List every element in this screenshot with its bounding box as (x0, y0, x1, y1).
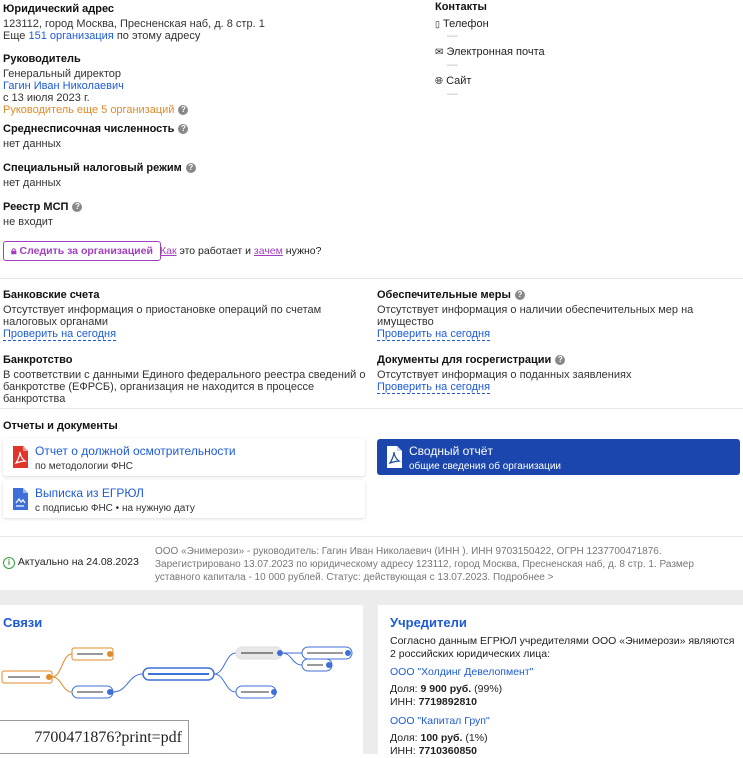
info-icon: i (3, 557, 15, 569)
msp-value: не входит (3, 216, 53, 228)
summary-report-card[interactable] (377, 439, 740, 475)
summary-report-sub: общие сведения об организации (409, 461, 562, 472)
founder-item (390, 715, 490, 758)
founder-name-link[interactable]: ООО "Холдинг Девелопмент" (390, 666, 534, 678)
security-measures-section (377, 289, 737, 340)
head-section (3, 53, 188, 116)
registration-docs-section (377, 354, 737, 393)
divider (0, 278, 743, 279)
due-diligence-sub: по методологии ФНС (35, 461, 133, 472)
email-value: — (447, 59, 458, 71)
help-icon[interactable]: ? (515, 290, 525, 300)
founders-title: Учредители (390, 615, 467, 630)
actual-date-label: Актуально на 24.08.2023 (17, 556, 139, 568)
divider (0, 408, 743, 409)
divider (0, 536, 743, 537)
msp-section (3, 201, 82, 228)
founder-percent: (99%) (474, 683, 503, 695)
follow-button-label: Следить за организацией (19, 245, 153, 257)
founder-inn: 7710360850 (418, 745, 477, 757)
company-summary-text (155, 545, 740, 584)
globe-icon: 🌐︎ (435, 76, 443, 87)
egrul-extract-card[interactable] (3, 480, 365, 518)
why-link[interactable]: зачем (253, 245, 283, 257)
head-name-link[interactable]: Гагин Иван Николаевич (3, 80, 124, 92)
site-label: Сайт (446, 75, 472, 87)
headcount-value: нет данных (3, 138, 62, 150)
signed-document-icon (11, 487, 29, 511)
url-tooltip: 7700471876?print=pdf (0, 720, 189, 754)
founder-percent: (1%) (465, 732, 488, 744)
links-graph (0, 640, 363, 710)
follow-help-line (160, 245, 321, 257)
egrul-title: Выписка из ЕГРЮЛ (35, 486, 144, 500)
help-icon[interactable]: ? (186, 163, 196, 173)
head-since: с 13 июля 2023 г. (3, 92, 90, 104)
reports-title: Отчеты и документы (3, 420, 118, 432)
bankruptcy-section (3, 354, 368, 405)
security-check-link[interactable]: Проверить на сегодня (377, 328, 491, 340)
bankruptcy-title: Банкротство (3, 354, 73, 366)
help-icon[interactable]: ? (555, 355, 565, 365)
legal-address-value: 123112, город Москва, Пресненская наб, д. 8 стр. 1 (3, 18, 265, 30)
founder-name-link[interactable]: ООО "Капитал Груп" (390, 715, 490, 727)
head-other-orgs-link[interactable]: Руководитель еще 5 организаций (3, 104, 175, 116)
security-measures-text: Отсутствует информация о наличии обеспечительных мер на имущество (377, 304, 694, 328)
founder-share: 9 900 руб. (420, 683, 472, 695)
headcount-section (3, 123, 188, 150)
headcount-title: Среднесписочная численность (3, 123, 175, 135)
due-diligence-title: Отчет о должной осмотрительности (35, 444, 236, 458)
bank-accounts-section (3, 289, 368, 340)
registration-docs-text: Отсутствует информация о поданных заявлениях (377, 369, 632, 381)
email-label: Электронная почта (446, 46, 545, 58)
registration-docs-title: Документы для госрегистрации (377, 354, 552, 366)
tax-title: Специальный налоговый режим (3, 162, 182, 174)
help-icon[interactable]: ? (72, 202, 82, 212)
egrul-sub: с подписью ФНС • на нужную дату (35, 503, 195, 514)
address-more-suffix: по этому адресу (116, 30, 201, 42)
founders-panel (378, 605, 743, 757)
msp-title: Реестр МСП (3, 201, 69, 213)
address-orgs-link[interactable]: 151 организация (28, 30, 114, 42)
legal-address-title: Юридический адрес (3, 3, 115, 15)
bankruptcy-text: В соответствии с данными Единого федерального реестра сведений о банкротстве (ЕФРСБ), организация не находится в процессе банкротства (3, 369, 366, 405)
contacts-section (435, 1, 545, 100)
founder-share: 100 руб. (420, 732, 463, 744)
head-position: Генеральный директор (3, 68, 121, 80)
summary-line-2: Зарегистрировано 13.07.2023 по юридическому адресу 123112, город Москва, Пресненская наб, д. 8 стр. 1. Размер (155, 559, 694, 570)
security-measures-title: Обеспечительные меры (377, 289, 511, 301)
address-more-prefix: Еще (3, 30, 26, 42)
phone-value: — (447, 30, 458, 42)
bank-accounts-title: Банковские счета (3, 289, 100, 301)
address-more-line (3, 30, 265, 42)
tax-section (3, 162, 196, 189)
phone-icon: ▯ (435, 19, 440, 29)
contacts-title: Контакты (435, 1, 487, 13)
site-value: — (447, 88, 458, 100)
follow-middle-text: это работает и (179, 245, 251, 257)
founder-inn-label: ИНН: (390, 696, 416, 708)
summary-report-title: Сводный отчёт (409, 444, 493, 458)
email-icon: ✉ (435, 47, 444, 58)
pdf-icon (385, 445, 403, 469)
founder-share-label: Доля: (390, 732, 418, 744)
legal-address-section (3, 3, 265, 42)
phone-label: Телефон (443, 18, 489, 30)
due-diligence-report-card[interactable] (3, 438, 365, 476)
how-link[interactable]: Как (160, 245, 177, 257)
tax-value: нет данных (3, 177, 62, 189)
summary-line-1: ООО «Энимерози» - руководитель: Гагин Иван Николаевич (ИНН ). ИНН 9703150422, ОГРН 1237700471876. (155, 546, 662, 557)
registration-check-link[interactable]: Проверить на сегодня (377, 381, 491, 393)
founder-share-label: Доля: (390, 683, 418, 695)
actual-date (3, 556, 139, 569)
summary-line-3: уставного капитала - 10 000 рублей. Статус: действующая с 13.07.2023. Подробнее > (155, 572, 554, 583)
founder-inn-label: ИНН: (390, 745, 416, 757)
help-icon[interactable]: ? (178, 124, 188, 134)
bank-check-link[interactable]: Проверить на сегодня (3, 328, 117, 340)
pdf-icon (11, 445, 29, 469)
follow-organization-button[interactable] (3, 241, 161, 261)
help-icon[interactable]: ? (178, 105, 188, 115)
founder-item (390, 666, 533, 709)
bank-accounts-text: Отсутствует информация о приостановке операций по счетам налоговых органами (3, 304, 322, 328)
links-title: Связи (3, 615, 43, 630)
founders-intro: Согласно данным ЕГРЮЛ учредителями ООО «Энимерози» являются 2 российских юридических лица: (390, 635, 735, 660)
founder-inn: 7719892810 (418, 696, 477, 708)
lock-icon: 🔒︎ (11, 245, 17, 257)
head-title: Руководитель (3, 53, 81, 65)
follow-end-text: нужно? (285, 245, 322, 257)
